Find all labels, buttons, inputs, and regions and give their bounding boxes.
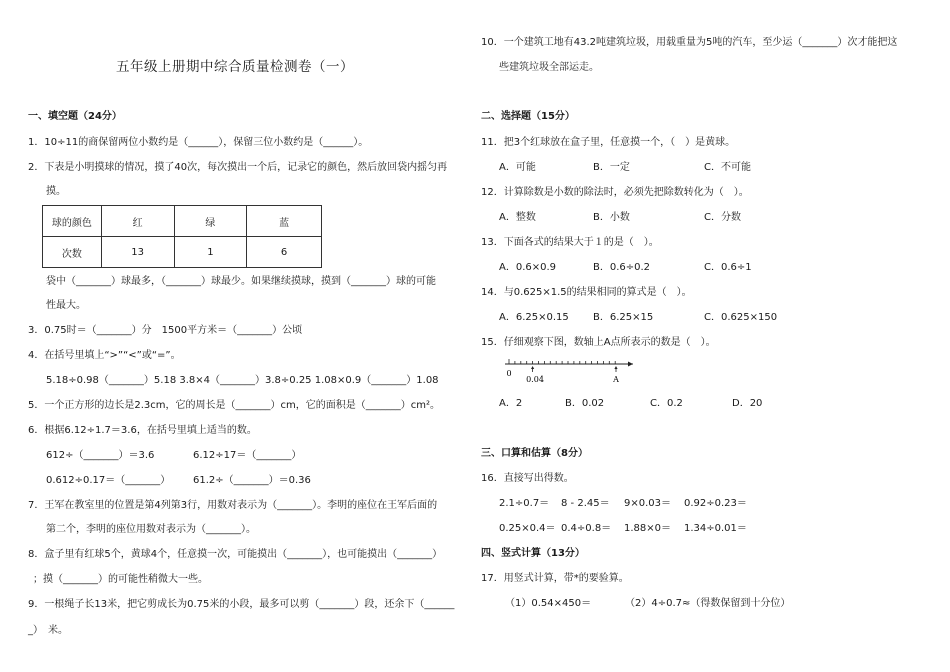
question-5: 5．一个正方形的边长是2.3cm，它的周长是（_______）cm，它的面积是（_______）cm²。 bbox=[28, 400, 440, 411]
question-17: 17．用竖式计算，带*的要验算。 bbox=[481, 573, 629, 584]
question-15: 15．仔细观察下图，数轴上A点所表示的数是（ ）。 bbox=[481, 337, 716, 348]
number-line-figure bbox=[505, 354, 635, 388]
option-a: A．0.6×0.9 bbox=[499, 262, 557, 273]
question-14: 14．与0.625×1.5的结果相同的算式是（ ）。 bbox=[481, 287, 692, 298]
option-a: A．可能 bbox=[499, 162, 536, 173]
question-6-c: 0.612÷0.17＝（_______） bbox=[46, 475, 171, 486]
mental-math-item: 1.34÷0.01＝ bbox=[684, 523, 747, 534]
mental-math-item: 2.1÷0.7＝ bbox=[499, 498, 550, 509]
option-b: B．小数 bbox=[593, 212, 630, 223]
question-6-b: 6.12÷17＝（_______） bbox=[193, 450, 302, 461]
question-16: 16．直接写出得数。 bbox=[481, 473, 574, 484]
number-line-zero-label: 0 bbox=[506, 369, 512, 378]
mental-math-item: 9×0.03＝ bbox=[624, 498, 672, 509]
question-2-line-1: 2．下表是小明摸球的情况，摸了40次，每次摸出一个后，记录它的颜色，然后放回袋内摇匀再 bbox=[28, 162, 448, 173]
question-17-a: （1）0.54×450＝ bbox=[505, 598, 592, 609]
table-cell: 1 bbox=[174, 237, 247, 268]
question-12: 12．计算除数是小数的除法时，必须先把除数转化为（ ）。 bbox=[481, 187, 749, 198]
section-choice: 二、选择题（15分） bbox=[481, 111, 575, 122]
mental-math-item: 0.25×0.4＝ bbox=[499, 523, 556, 534]
option-b: B．一定 bbox=[593, 162, 630, 173]
number-line-tick-label: 0.04 bbox=[526, 375, 544, 384]
number-line-ticks bbox=[509, 359, 615, 364]
question-7-line-2: 第二个，李明的座位用数对表示为（_______）。 bbox=[46, 524, 256, 535]
option-a: A．2 bbox=[499, 398, 523, 409]
section-fill-in: 一、填空题（24分） bbox=[28, 111, 122, 122]
question-9-line-1: 9．一根绳子长13米，把它剪成长为0.75米的小段，最多可以剪（_______）段，还余下（______ bbox=[28, 599, 455, 610]
question-17-b: （2）4÷0.7≈（得数保留到十分位） bbox=[625, 598, 791, 609]
tick-arrow-head bbox=[531, 366, 534, 369]
question-4-items: 5.18÷0.98（_______）5.18 3.8×4（_______）3.8÷0.25 1.08×0.9（_______）1.08 bbox=[46, 375, 439, 386]
table-cell: 红 bbox=[101, 206, 174, 237]
table-cell: 次数 bbox=[43, 237, 102, 268]
question-3: 3．0.75时＝（_______）分 1500平方米＝（_______）公顷 bbox=[28, 325, 303, 336]
table-cell: 13 bbox=[101, 237, 174, 268]
number-line-arrow bbox=[628, 362, 633, 367]
question-11: 11．把3个红球放在盒子里，任意摸一个，（ ）是黄球。 bbox=[481, 137, 736, 148]
option-b: B．0.02 bbox=[565, 398, 605, 409]
question-2-line-3: 袋中（_______）球最多，（_______）球最少。如果继续摸球，摸到（_______）球的可能 bbox=[46, 276, 436, 287]
mental-math-item: 0.92÷0.23＝ bbox=[684, 498, 747, 509]
table-cell: 绿 bbox=[174, 206, 247, 237]
question-8-line-2: ；摸（_______）的可能性稍微大一些。 bbox=[33, 574, 208, 585]
question-7-line-1: 7．王军在教室里的位置是第4列第3行，用数对表示为（_______）。李明的座位在王军后面的 bbox=[28, 500, 438, 511]
option-d: D．20 bbox=[732, 398, 763, 409]
mental-math-item: 1.88×0＝ bbox=[624, 523, 672, 534]
question-6-d: 61.2÷（_______）＝0.36 bbox=[193, 475, 311, 486]
question-9-line-2: _） 米。 bbox=[28, 625, 68, 636]
page-title: 五年级上册期中综合质量检测卷（一） bbox=[116, 59, 354, 75]
option-c: C．0.625×150 bbox=[704, 312, 778, 323]
table-row bbox=[43, 237, 322, 268]
question-6: 6．根据6.12÷1.7＝3.6，在括号里填上适当的数。 bbox=[28, 425, 257, 436]
table-cell: 6 bbox=[247, 237, 322, 268]
table-row bbox=[43, 206, 322, 237]
mental-math-item: 8 - 2.45＝ bbox=[561, 498, 610, 509]
question-6-a: 612÷（_______）＝3.6 bbox=[46, 450, 155, 461]
question-2-line-4: 性最大。 bbox=[46, 300, 86, 311]
question-1: 1．10÷11的商保留两位小数约是（______），保留三位小数约是（______）。 bbox=[28, 137, 369, 148]
option-c: C．0.2 bbox=[650, 398, 683, 409]
question-4: 4．在括号里填上“>”“<”或“=”。 bbox=[28, 350, 181, 361]
option-c: C．0.6÷1 bbox=[704, 262, 752, 273]
option-b: B．0.6÷0.2 bbox=[593, 262, 651, 273]
option-a: A．6.25×0.15 bbox=[499, 312, 569, 323]
mental-math-item: 0.4÷0.8＝ bbox=[561, 523, 612, 534]
question-10-line-2: 些建筑垃圾全部运走。 bbox=[499, 62, 599, 73]
option-a: A．整数 bbox=[499, 212, 536, 223]
table-cell: 蓝 bbox=[247, 206, 322, 237]
option-c: C．不可能 bbox=[704, 162, 751, 173]
ball-table bbox=[42, 205, 322, 268]
table-cell: 球的颜色 bbox=[43, 206, 102, 237]
point-a-arrow-head bbox=[614, 366, 617, 369]
section-vertical-calc: 四、竖式计算（13分） bbox=[481, 548, 585, 559]
question-13: 13．下面各式的结果大于１的是（ ）。 bbox=[481, 237, 659, 248]
number-line-point-label: A bbox=[613, 375, 619, 384]
question-8-line-1: 8．盒子里有红球5个，黄球4个，任意摸一次，可能摸出（_______），也可能摸出（_______） bbox=[28, 549, 443, 560]
section-mental-math: 三、口算和估算（8分） bbox=[481, 448, 588, 459]
option-c: C．分数 bbox=[704, 212, 741, 223]
question-2-line-2: 摸。 bbox=[46, 186, 66, 197]
question-10-line-1: 10．一个建筑工地有43.2吨建筑垃圾，用载重量为5吨的汽车，至少运（_______）次才能把这 bbox=[481, 37, 898, 48]
option-b: B．6.25×15 bbox=[593, 312, 654, 323]
